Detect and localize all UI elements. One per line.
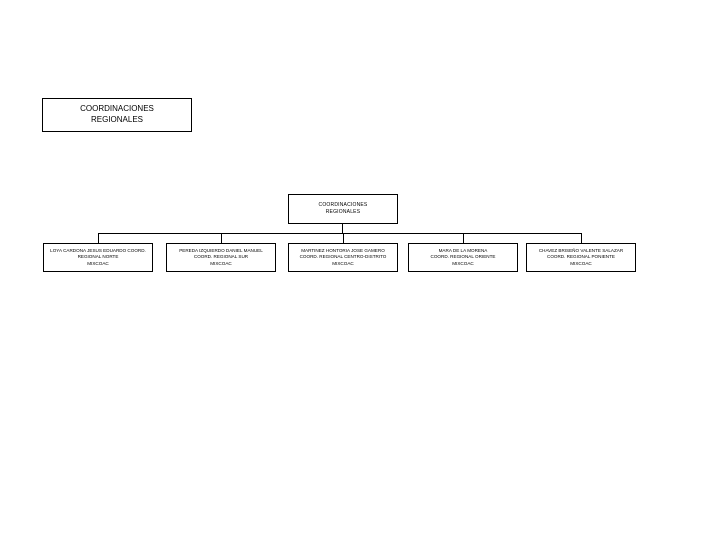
node-name: CHAVEZ BRISEÑO VALENTE SALAZAR	[538, 248, 624, 254]
node-location: MIXCOAC	[87, 260, 109, 266]
node-name: LOYA CARDONA JESUS EDUARDO COORD.	[50, 248, 146, 254]
title-box	[42, 98, 192, 132]
root-line-2: REGIONALES	[325, 209, 361, 215]
node-location: MIXCOAC	[452, 260, 474, 266]
node-role: COORD. REGIONAL ORIENTE	[430, 254, 496, 260]
root-line-1: COORDINACIONES	[318, 202, 368, 209]
node-location: MIXCOAC	[570, 260, 592, 266]
node-name: MARTINEZ HONTORIA JOSE GAMERO	[301, 248, 385, 254]
connector-child-5	[581, 233, 582, 243]
title-line-2: REGIONALES	[90, 115, 143, 124]
connector-root-down	[342, 224, 343, 233]
org-node-sur	[166, 243, 276, 272]
org-node-oriente	[408, 243, 518, 272]
connector-child-3	[343, 233, 344, 243]
connector-child-1	[98, 233, 99, 243]
node-name: PEREDA IZQUIERDO DANIEL MANUEL	[179, 248, 263, 254]
node-location: MIXCOAC	[332, 260, 354, 266]
org-root-node	[288, 194, 398, 224]
node-role: REGIONAL NORTE	[77, 254, 119, 260]
node-role: COORD. REGIONAL SUR	[193, 254, 249, 260]
connector-child-2	[221, 233, 222, 243]
org-node-centro	[288, 243, 398, 272]
node-role: COORD. REGIONAL CENTRO-DISTRITO	[299, 254, 387, 260]
title-line-1: COORDINACIONES	[80, 104, 154, 114]
org-node-poniente	[526, 243, 636, 272]
connector-child-4	[463, 233, 464, 243]
node-location: MIXCOAC	[210, 260, 232, 266]
org-node-norte	[43, 243, 153, 272]
node-role: COORD. REGIONAL PONIENTE	[547, 254, 615, 260]
node-name: MARA DE LA MORENA	[438, 248, 488, 254]
connector-horizontal-bus	[98, 233, 582, 234]
